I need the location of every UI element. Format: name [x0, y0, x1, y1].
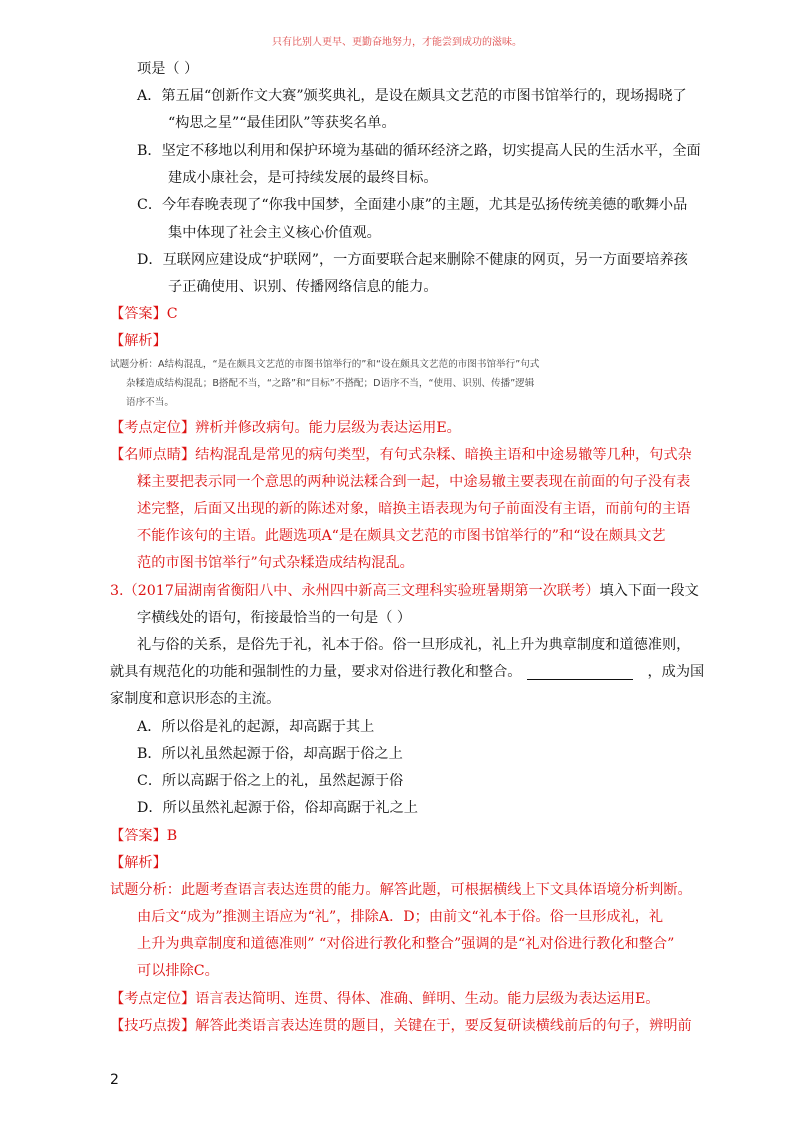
- answer-value: B: [166, 828, 178, 844]
- answer-tag: 【答案】: [110, 828, 167, 844]
- q3-option-c: C．所以高踞于俗之上的礼，虽然起源于俗: [137, 773, 404, 789]
- q3-analysis-2: 由后文“成为”推测主语应为“礼”，排除A．D；由前文“礼本于俗。俗一旦形成礼，礼: [137, 909, 664, 925]
- q3-answer: [110, 826, 177, 846]
- q3-stem-cont: 字横线处的语句，衔接最恰当的一句是（ ）: [137, 610, 412, 626]
- q2-analysis-small-3: 语序不当。: [126, 397, 174, 408]
- tip-text: 结构混乱是常见的病句类型，有句式杂糅、暗换主语和中途易辙等几种，句式杂: [195, 447, 692, 463]
- q3-passage-2a: 就具有规范化的功能和强制性的力量，要求对俗进行教化和整合。: [110, 664, 522, 680]
- q2-option-b-cont: 建成小康社会，是可持续发展的最终目标。: [168, 170, 438, 186]
- q2-tip-2: 糅主要把表示同一个意思的两种说法糅合到一起，中途易辙主要表现在前面的句子没有表: [137, 474, 691, 490]
- page-number: 2: [110, 1072, 119, 1088]
- q2-analysis-small-2: 杂糅造成结构混乱；B搭配不当，“之路”和“目标”不搭配；D语序不当，“使用、识别、传播”逻辑: [126, 378, 535, 389]
- q3-analysis-1: 试题分析：此题考查语言表达连贯的能力。解答此题，可根据横线上下文具体语境分析判断。: [110, 882, 692, 898]
- q2-option-b: B．坚定不移地以利用和保护环境为基础的循环经济之路，切实提高人民的生活水平，全面: [137, 143, 701, 159]
- q2-stem-end: 项是（ ）: [137, 61, 199, 77]
- tip-tag: 【名师点睛】: [110, 447, 196, 463]
- q3-option-b: B．所以礼虽然起源于俗，却高踞于俗之上: [137, 746, 403, 762]
- q3-analysis-4: 可以排除C。: [137, 963, 219, 979]
- q2-option-c-cont: 集中体现了社会主义核心价值观。: [168, 225, 381, 241]
- fill-in-blank: [527, 664, 633, 680]
- q3-passage-2: [110, 662, 704, 682]
- q3-analysis-3: 上升为典章制度和道德准则” “对俗进行教化和整合”强调的是“礼对俗进行教化和整合”: [137, 936, 675, 952]
- q2-tip-3: 述完整，后面又出现的新的陈述对象，暗换主语表现为句子前面没有主语，而前句的主语: [137, 501, 691, 517]
- q2-option-a-cont: “构思之星”“最佳团队”等获奖名单。: [168, 115, 396, 131]
- page-header-motto: 只有比别人更早、更勤奋地努力，才能尝到成功的滋味。: [272, 37, 522, 48]
- answer-tag: 【答案】: [110, 306, 167, 322]
- point-tag: 【考点定位】: [110, 420, 196, 436]
- q2-option-c: C．今年春晚表现了“你我中国梦，全面建小康”的主题，尤其是弘扬传统美德的歌舞小品: [137, 197, 688, 213]
- point-text: 辨析并修改病句。能力层级为表达运用E。: [195, 420, 461, 436]
- answer-value: C: [166, 306, 178, 322]
- q2-option-d: D．互联网应建设成“护联网”，一方面要联合起来删除不健康的网页，另一方面要培养孩: [137, 252, 688, 268]
- q2-analysis-tag: 【解析】: [110, 333, 167, 349]
- q2-tip-4: 不能作该句的主语。此题选项A“是在颇具文艺范的市图书馆举行的”和“设在颇具文艺: [137, 528, 666, 544]
- point-tag: 【考点定位】: [110, 991, 196, 1007]
- q3-option-d: D．所以虽然礼起源于俗，俗却高踞于礼之上: [137, 800, 418, 816]
- q2-answer: [110, 304, 178, 324]
- skill-tag: 【技巧点拨】: [110, 1018, 196, 1034]
- q2-point: [110, 418, 461, 438]
- skill-text: 解答此类语言表达连贯的题目，关键在于，要反复研读横线前后的句子，辨明前: [195, 1018, 692, 1034]
- q3-skill: [110, 1016, 692, 1036]
- q2-tip-1: [110, 445, 692, 465]
- q3-analysis-tag: 【解析】: [110, 855, 167, 871]
- point-text: 语言表达简明、连贯、得体、准确、鲜明、生动。能力层级为表达运用E。: [195, 991, 660, 1007]
- q3-point: [110, 989, 660, 1009]
- q3-stem: [110, 581, 699, 601]
- q2-option-a: A．第五届“创新作文大赛”颁奖典礼，是设在颇具文艺范的市图书馆举行的，现场揭晓了: [137, 88, 687, 104]
- q2-analysis-small-1: 试题分析：A结构混乱，“是在颇具文艺范的市图书馆举行的”和“设在颇具文艺范的市图书馆举行”句式: [110, 359, 540, 370]
- q3-passage-3: 家制度和意识形态的主流。: [110, 691, 281, 707]
- q3-stem-tail: 填入下面一段文: [599, 583, 699, 599]
- q2-option-d-cont: 子正确使用、识别、传播网络信息的能力。: [168, 279, 438, 295]
- q3-source: （2017届湖南省衡阳八中、永州四中新高三文理科实验班暑期第一次联考）: [123, 583, 600, 599]
- q3-passage-1: 礼与俗的关系，是俗先于礼，礼本于俗。俗一旦形成礼，礼上升为典章制度和道德准则，: [137, 637, 691, 653]
- q2-tip-5: 范的市图书馆举行”句式杂糅造成结构混乱。: [137, 555, 414, 571]
- q3-passage-2b: ，成为国: [647, 664, 705, 680]
- q3-option-a: A．所以俗是礼的起源，却高踞于其上: [137, 719, 375, 735]
- q3-number: 3.: [110, 583, 124, 599]
